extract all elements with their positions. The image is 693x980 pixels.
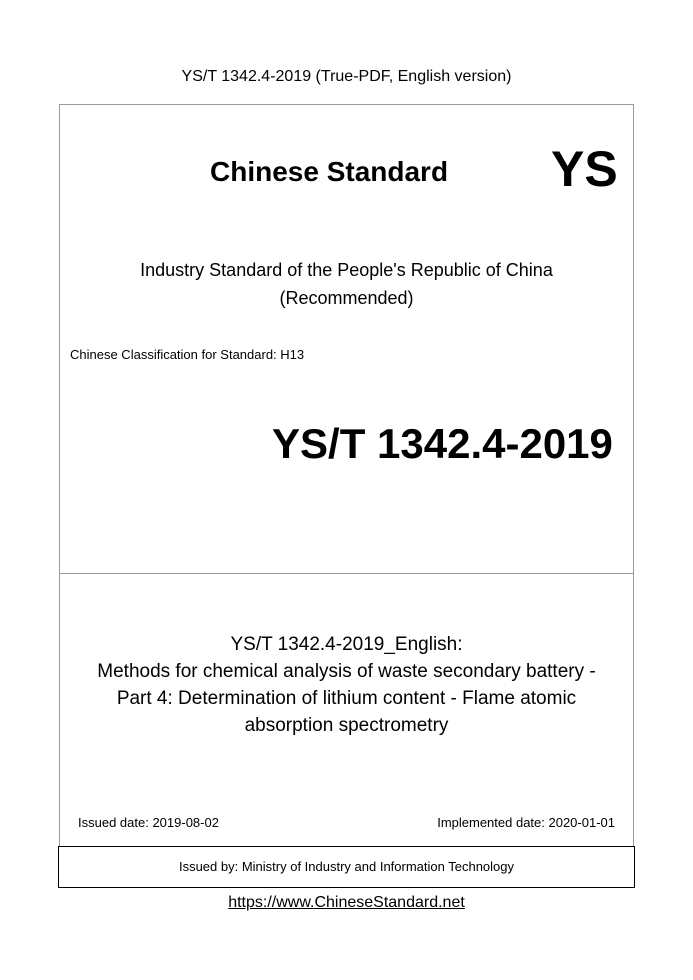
issuer-box xyxy=(58,846,635,888)
cover-bottom-frame xyxy=(59,574,634,846)
standard-number: YS/T 1342.4-2019 xyxy=(272,420,613,467)
ys-logo: YS xyxy=(551,141,618,197)
recommended-line: (Recommended) xyxy=(279,288,414,308)
industry-standard-line: Industry Standard of the People's Republic of China xyxy=(140,260,553,280)
issued-date: Issued date: 2019-08-02 xyxy=(78,815,219,830)
footer xyxy=(0,894,693,912)
description-line-1: YS/T 1342.4-2019_English: xyxy=(230,634,463,655)
description-line-4: absorption spectrometry xyxy=(244,715,449,736)
description-line-3: Part 4: Determination of lithium content - Flame atomic xyxy=(116,688,577,709)
document-header: YS/T 1342.4-2019 (True-PDF, English version) xyxy=(181,68,512,85)
chinese-standard-title: Chinese Standard xyxy=(210,156,449,187)
classification-text: Chinese Classification for Standard: H13 xyxy=(70,347,305,362)
implemented-date: Implemented date: 2020-01-01 xyxy=(437,815,615,830)
description-line-2: Methods for chemical analysis of waste secondary battery - xyxy=(97,661,596,682)
issuer-text: Issued by: Ministry of Industry and Information Technology xyxy=(178,859,515,874)
website-link[interactable]: https://www.ChineseStandard.net xyxy=(228,894,465,911)
